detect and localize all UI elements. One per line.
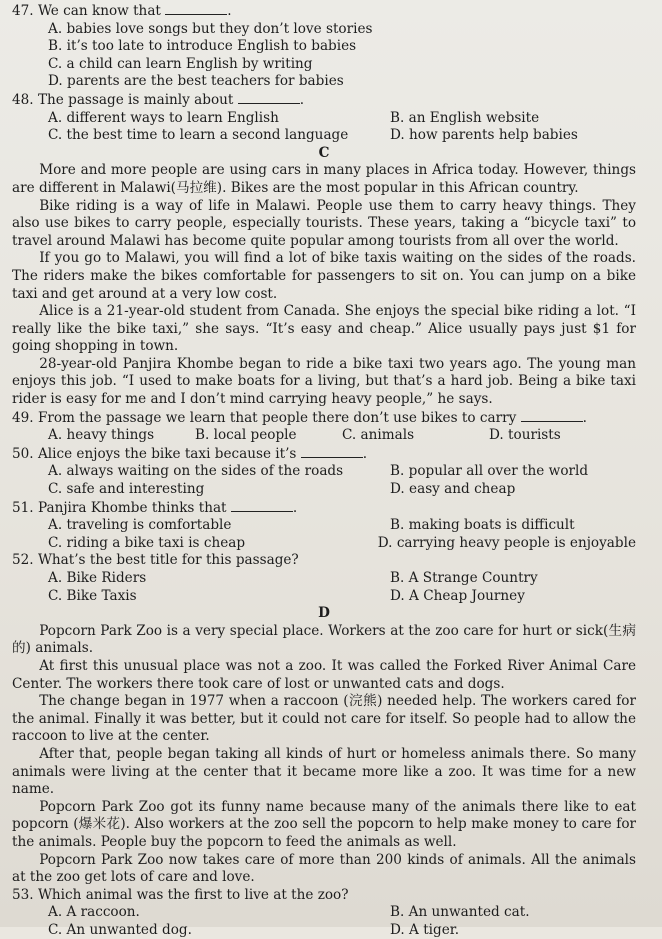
question-stem: [12, 445, 636, 464]
question-text: 53. Which animal was the first to live at the zoo?: [12, 886, 349, 903]
section-d-questions: [12, 887, 636, 939]
passage-paragraph: Popcorn Park Zoo is a very special place. Workers at the zoo care for hurt or sick(生病的) animals.: [12, 622, 636, 657]
answer-blank: [301, 445, 363, 458]
question-block: [12, 499, 636, 553]
options-row: [12, 110, 636, 128]
answer-blank: [238, 91, 300, 104]
answer-option: A. traveling is comfortable: [48, 517, 232, 534]
section-c-passage: [12, 162, 636, 408]
answer-option: C. animals: [342, 427, 415, 444]
question-text: 52. What’s the best title for this passage?: [12, 552, 299, 569]
answer-option: B. making boats is difficult: [390, 517, 575, 534]
section-c-questions: [12, 409, 636, 606]
question-block: [12, 887, 636, 939]
question-stem: [12, 552, 636, 570]
answer-option: B. it’s too late to introduce English to babies: [48, 38, 357, 55]
answer-option: D. tourists: [489, 427, 561, 444]
section-d-heading: D: [318, 605, 330, 622]
options-row: [12, 127, 636, 145]
answer-option: B. an English website: [390, 109, 540, 126]
question-text: 50. Alice enjoys the bike taxi because it’s: [12, 445, 297, 462]
answer-option: C. the best time to learn a second language: [48, 127, 349, 144]
options-list: [12, 427, 636, 445]
question-block: [12, 91, 636, 145]
question-end: .: [292, 499, 298, 516]
answer-option: C. safe and interesting: [48, 481, 205, 498]
options-row: [12, 517, 636, 535]
question-text: 49. From the passage we learn that people there don’t use bikes to carry: [12, 409, 517, 426]
question-block: [12, 409, 636, 445]
question-stem: [12, 887, 636, 905]
answer-option: B. An unwanted cat.: [390, 904, 530, 921]
section-d-passage: [12, 623, 636, 887]
question-end: .: [299, 91, 305, 108]
answer-option: D. how parents help babies: [390, 127, 578, 144]
question-stem: [12, 499, 636, 518]
options-row: [12, 904, 636, 922]
passage-paragraph: Bike riding is a way of life in Malawi. People use them to carry heavy things. They also use bikes to carry people, especially tourists. These years, taking a “bicycle taxi” to travel around Malawi has become quite popular among tourists from all over the world.: [12, 197, 636, 249]
answer-option: A. heavy things: [48, 427, 155, 444]
options-row: [12, 535, 636, 553]
answer-option: A. A raccoon.: [48, 904, 140, 921]
answer-option: D. carrying heavy people is enjoyable: [377, 534, 636, 551]
question-text: 47. We can know that: [12, 3, 161, 19]
question-end: .: [582, 409, 587, 426]
answer-blank: [165, 2, 227, 15]
question-text: 51. Panjira Khombe thinks that: [12, 499, 227, 516]
question-block: [12, 552, 636, 605]
options-row: [12, 570, 636, 588]
answer-option: C. riding a bike taxi is cheap: [48, 534, 246, 551]
question-text: 48. The passage is mainly about: [12, 91, 234, 108]
passage-paragraph: Alice is a 21-year-old student from Canada. She enjoys the special bike riding a lot. “I really like the bike taxi,” she says. “It’s easy and cheap.” Alice usually pays just $1 for going shopping in town.: [12, 303, 636, 355]
question-end: .: [362, 445, 368, 462]
section-c: [12, 145, 636, 605]
passage-paragraph: If you go to Malawi, you will find a lot of bike taxis waiting on the sides of the roads. The riders make the bikes comfortable for passengers to sit on. You can jump on a bike taxi and get around at a very low cost.: [12, 250, 636, 302]
question-block: [12, 445, 636, 499]
answer-option: B. A Strange Country: [390, 570, 538, 586]
options-row: [12, 463, 636, 481]
passage-paragraph: 28-year-old Panjira Khombe began to ride a bike taxi two years ago. The young man enjoys this job. “I used to make boats for a living, but that’s a hard job. Being a bike taxi rider is easy for me and I don’t mind carrying heavy people,” he says.: [12, 355, 636, 408]
answer-option: A. always waiting on the sides of the roads: [48, 463, 344, 480]
answer-option: B. popular all over the world: [390, 463, 589, 480]
passage-paragraph: Popcorn Park Zoo got its funny name because many of the animals there like to eat popcorn (爆米花). Also workers at the zoo sell the popcorn to help make money to care for the animals. People buy the popcorn to feed the animals as well.: [12, 798, 636, 850]
passage-paragraph: After that, people began taking all kinds of hurt or homeless animals there. So many animals were living at the center that it became more like a zoo. It was time for a new name.: [12, 745, 636, 798]
question-stem: [12, 409, 636, 428]
section-c-heading: C: [318, 144, 330, 161]
passage-paragraph: The change began in 1977 when a raccoon (浣熊) needed help. The workers cared for the animal. Finally it was better, but it could not care for itself. So people had to allow the raccoon to live at the center.: [12, 693, 636, 745]
answer-option: D. easy and cheap: [390, 481, 516, 498]
options-row: [12, 481, 636, 499]
answer-option: D. A Cheap Journey: [390, 587, 525, 604]
options-list: [12, 21, 636, 91]
answer-option: C. An unwanted dog.: [48, 921, 192, 938]
answer-option: A. different ways to learn English: [48, 109, 279, 126]
answer-option: A. Bike Riders: [48, 570, 147, 586]
question-stem: [12, 2, 636, 21]
answer-option: B. local people: [195, 427, 297, 444]
answer-option: C. Bike Taxis: [48, 587, 137, 604]
answer-option: C. a child can learn English by writing: [48, 55, 313, 72]
answer-option: D. A tiger.: [390, 921, 460, 938]
answer-blank: [231, 499, 293, 512]
options-row: [12, 922, 636, 939]
section-d: [12, 605, 636, 939]
question-block: [12, 2, 636, 91]
question-stem: [12, 91, 636, 110]
options-row: [12, 588, 636, 606]
answer-option: D. parents are the best teachers for babies: [48, 73, 344, 90]
answer-option: A. babies love songs but they don’t love stories: [48, 20, 373, 37]
answer-blank: [521, 409, 583, 422]
passage-paragraph: At first this unusual place was not a zoo. It was called the Forked River Animal Care Center. The workers there took care of lost or unwanted cats and dogs.: [12, 657, 636, 692]
passage-paragraph: Popcorn Park Zoo now takes care of more than 200 kinds of animals. All the animals at the zoo get lots of care and love.: [12, 851, 636, 886]
questions-top: [12, 2, 636, 145]
question-end: .: [227, 3, 232, 19]
passage-paragraph: More and more people are using cars in many places in Africa today. However, things are different in Malawi(马拉维). Bikes are the most popular in this African country.: [12, 162, 636, 196]
